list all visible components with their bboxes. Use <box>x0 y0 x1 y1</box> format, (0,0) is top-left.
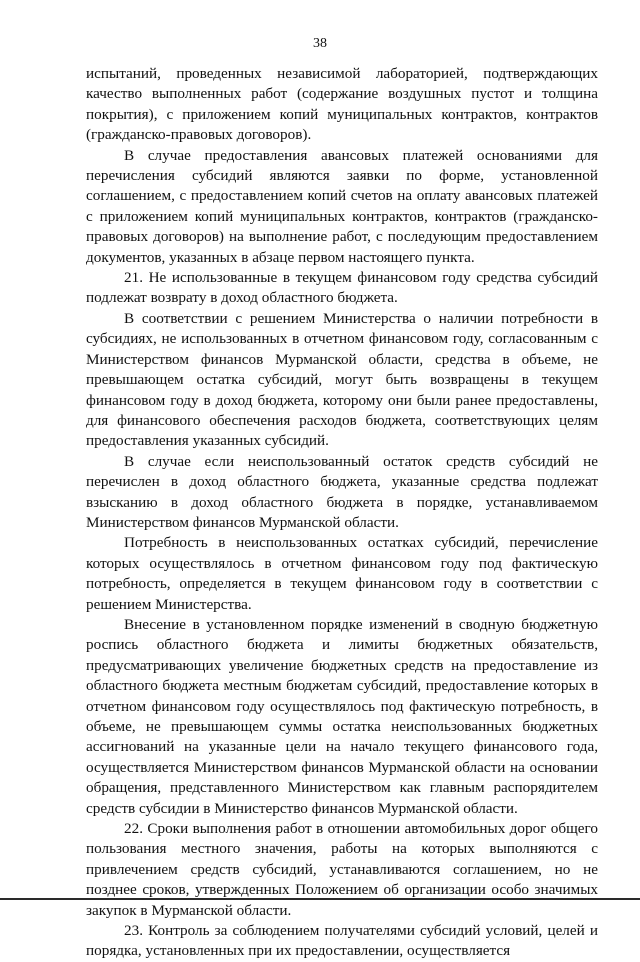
paragraph-clause-22: 22. Сроки выполнения работ в отношении автомобильных дорог общего пользования местного значения, работы на которых выполняются с привлечением средств субсидий, устанавливаются соглашением, но не позднее сроков, утвержденных Положением об организации особо значимых закупок в Мурманской области. <box>86 820 598 919</box>
paragraph-ministry-decision: В соответствии с решением Министерства о наличии потребности в субсидиях, не использованных в отчетном финансовом году, согласованным с Министерством финансов Мурманской области, средства в объеме, не превышающем остатка субсидий, могут быть возвращены в текущем финансовом году в доход бюджета, которому они были ранее предоставлены, для финансового обеспечения расходов бюджета, соответствующих целям предоставления указанных субсидий. <box>86 309 598 450</box>
paragraph-clause-23: 23. Контроль за соблюдением получателями субсидий условий, целей и порядка, установленных при их предоставлении, осуществляется <box>86 922 598 960</box>
paragraph-advance-payments: В случае предоставления авансовых платежей основаниями для перечисления субсидий являются заявки по форме, установленной соглашением, с предоставлением копий счетов на оплату авансовых платежей с приложением копий муниципальных контрактов, контрактов (гражданско-правовых договоров) на выполнение работ, с последующим предоставлением документов, указанных в абзаце первом настоящего пункта. <box>86 146 598 266</box>
paragraph-clause-21: 21. Не использованные в текущем финансовом году средства субсидий подлежат возврату в доход областного бюджета. <box>86 269 598 307</box>
paragraph-budget-changes: Внесение в установленном порядке изменений в сводную бюджетную роспись областного бюджета и лимиты бюджетных обязательств, предусматривающих увеличение бюджетных средств на предоставление из областного бюджета местным бюджетам субсидий, предоставление которых в отчетном финансовом году осуществлялось под фактическую потребность, в объеме, не превышающем суммы остатка неиспользованных бюджетных ассигнований на указанные цели на начало текущего финансового года, осуществляется Министерством финансов Мурманской области на основании обращения, представленного Министерством как главным распорядителем средств субсидии в Министерство финансов Мурманской области. <box>86 615 598 817</box>
page-number: 38 <box>313 36 327 51</box>
paragraph-need-in-balances: Потребность в неиспользованных остатках субсидий, перечисление которых осуществлялось в отчетном финансовом году под фактическую потребность, определяется в текущем финансовом году в соответствии с решением Министерства. <box>86 534 598 613</box>
document-body <box>86 64 598 962</box>
paragraph-continuation: испытаний, проведенных независимой лабораторией, подтверждающих качество выполненных работ (содержание воздушных пустот и толщина покрытия), с приложением копий муниципальных контрактов, контрактов (гражданско-правовых договоров). <box>86 65 598 144</box>
paragraph-unused-balance: В случае если неиспользованный остаток средств субсидий не перечислен в доход областного бюджета, указанные средства подлежат взысканию в доход областного бюджета в порядке, устанавливаемом Министерством финансов Мурманской области. <box>86 452 598 531</box>
page-bottom-edge <box>0 898 640 900</box>
